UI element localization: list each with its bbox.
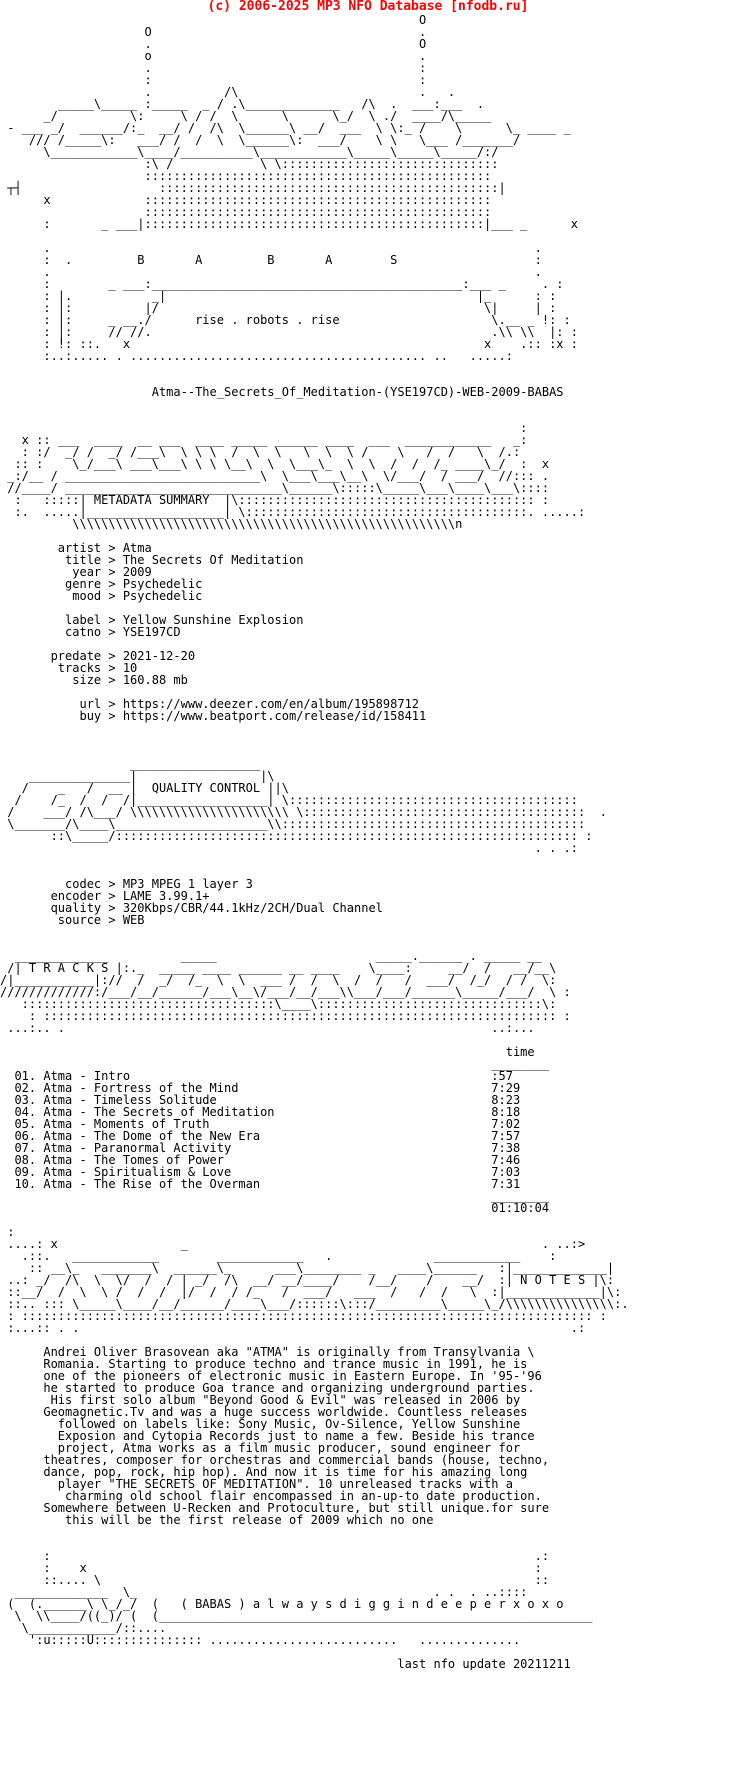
site-header: (c) 2006-2025 MP3 NFO Database [nfodb.ru]	[207, 0, 529, 14]
nfo-text: O O . . O o . . : : : . /\ . . _____\_____ :_____ _ / .\_____________ /\ . ___:___ . _/ \: \ / / \ \ \_/ \ ./ ____/\_____ - ___ _/ ______/:_ __/ / /\ \______\ __/ ___ \ \:_ / \ \_ ____ _ /// /_____\: ___/ / / \ \______\: ___/ \ \ \___ /_______/ \____________\____/__________\____________\_____\_____\_____/:/ :\ / \ \:::::::::::::::::::::::::::::: :::::::::::::::::::::::::::::::::::::::::::::::: ┬┤ :::::::::::::::::::::::::::::::::::::::::::::::| x :::::::::::::::::::::::::::::::::::::::::::::::: :::::::::::::::::::::::::::::::::::::::::::::::: : _ ___|:::::::::::::::::::::::::::::::::::::::::::::::|___ _ x . . : . B A B A S : . . : _ ___:___________________________________________:___ _ . : : |. _| |_ : : : |: |/ \| | : : |: _ __./ rise . robots . rise \.__ _ !: : : |: // //. .\\ \\ |: : : !: ::. x x .:: :x : :..:..... . ......................................... .. .....: Atma--The_Secrets_Of_Meditation-(YSE197CD)-WEB-2009-BABAS : x :: ___ ____ __ ___ ____ _____ ______ ____ ___ ____________ _: : :/ _/ / _/ /___\ \ \ \ / \ \ \ \ \ / \ / / \ /.: :: : \_/___\ ___\___\ \ \ \__\ \ \___\_ \ \ / / /_ ____\_/ : x _:/__ / ___________________________\ \___\___\__\ \/___/ / ___/ //::: . //____/ ______________________________\______\:::::\_____\___\____\___\:::: : :::::| METADATA SUMMARY |\::::::::::::::::::::::::::::::::::::::::: : :. .....|___________________| \:::::::::::::::::::::::::::::::::::::::. .....: \\\\\\\\\\\\\\\\\\\\\\\\\\\\\\\\\\\\\\\\\\\\\\\\\\\\\n artist > Atma title > The Secrets Of Meditation year > 2009 genre > Psychedelic mood > Psychedelic label > Yellow Sunshine Explosion catno > YSE197CD predate > 2021-12-20 tracks > 10 size > 160.88 mb url > https://www.deezer.com/en/album/195898712 buy > https://www.beatport.com/release/id/158411 __________________ ______________| |\ / _ / __ | QUALITY CONTROL ||\ / /_ / / /|__________________| \:::::::::::::::::::::::::::::::::::::::: / ___/ /\___/ \\\\\\\\\\\\\\\\\\\\\\ \::::::::::::::::::::::::::::::::::::::: . \_______/\____\_____________________\\:::::::::::::::::::::::::::::::::::::::::: ::\_____/:::::::::::::::::::::::::::::::::::::::::::::::::::::::::::::::: : . . .: codec > MP3 MPEG 1 layer 3 encoder > LAME 3.99.1+ quality > 320Kbps/CBR/44.1kHz/2CH/Dual Channel source > WEB _____________ _____ _____.______ . _____ __ /| T R A C K S |:._ _____ ____ ______ __ ____ \____: __/ / __/__\ /|___________|:// / _/ /_ \ \ ___ / / \ / / / ___/ /_/ / / \: /////////////:/___/__/______/___\__\/___/__/___\\___/___/______\_____/___/ \ : :::::::::::::::::::::::::::::::::::\____\:::::::::::::::::::::::::::::::\: : ::::::::::::::::::::::::::::::::::::::::::::::::::::::::::::::::::::::: : ...:.. . ..:... time ________ 01. Atma - Intro :57 02. Atma - Fortress of the Mind 7:29 03. Atma - Timeless Solitude 8:23 04. Atma - The Secrets of Meditation 8:18 05. Atma - Moments of Truth 7:02 06. Atma - The Dome of the New Era 7:57 07. Atma - Paranormal Activity 7:38 08. Atma - The Tomes of Power 7:46 09. Atma - Spiritualism & Love 7:03 10. Atma - The Rise of the Overman 7:31 ________ 01:10:04 : ....: x _ . ..:> .::. ____________ ____________ . ____________ : :: __\_ _______\ ______\_ ___\________ _ ____\______ :|_____________| ..: _/ /\ \ \/ / / | _/ /\ __/ __/____/ /__/ / __/ :| N O T E S |\: ::__/ / \ \ / / / |/ / / /_ / ___/ ___ / / / \ :|_____________|\: ::.. ::: \_____\____/__/______/____\___/::::::\:::/_________\_____\_/\\\\\\\\\\\\\\\:. : ::::::::::::::::::::::::::::::::::::::::::::::::::::::::::::::::::::::::::::::: : :...:: . . .: Andrei Oliver Brasovean aka "ATMA" is originally from Transylvania \ Romania. Starting to produce techno and trance music in 1991, he is one of the pioneers of electronic music in Eastern Europe. In '95-'96 he started to produce Goa trance and organizing underground parties. His first solo album "Beyond Good & Evil" was released in 2006 by Geomagnetic.Tv and was a huge success worldwide. Countless releases followed on labels like: Sony Music, Ov-Silence, Yellow Sunshine Exposion and Cytopia Records just to name a few. Beside his trance project, Atma works as a film music producer, sound engineer for theatres, composer for orchestras and commercial bands (house, techno, dance, pop, rock, hip hop). And now it is time for his amazing long player "THE SECRETS OF MEDITATION". 10 unreleased tracks with a charming old school flair encompassed in an-up-to date production. Somewhere between U-Recken and Protoculture, but still unique.for sure this will be the first release of 2009 which no one : .: : x : ::.... \ :: _____________ \_ . . . ..:::: ( (.______\ \_/_/ ( ( BABAS ) a l w a y s d i g g i n d e e p e r x o x o \ \\____/((_)/ ( (____________________________________________________________ \____________/::.... ':u:::::U::::::::::::::: .......................... .............. last nfo update 20211211	[0, 14, 629, 1670]
